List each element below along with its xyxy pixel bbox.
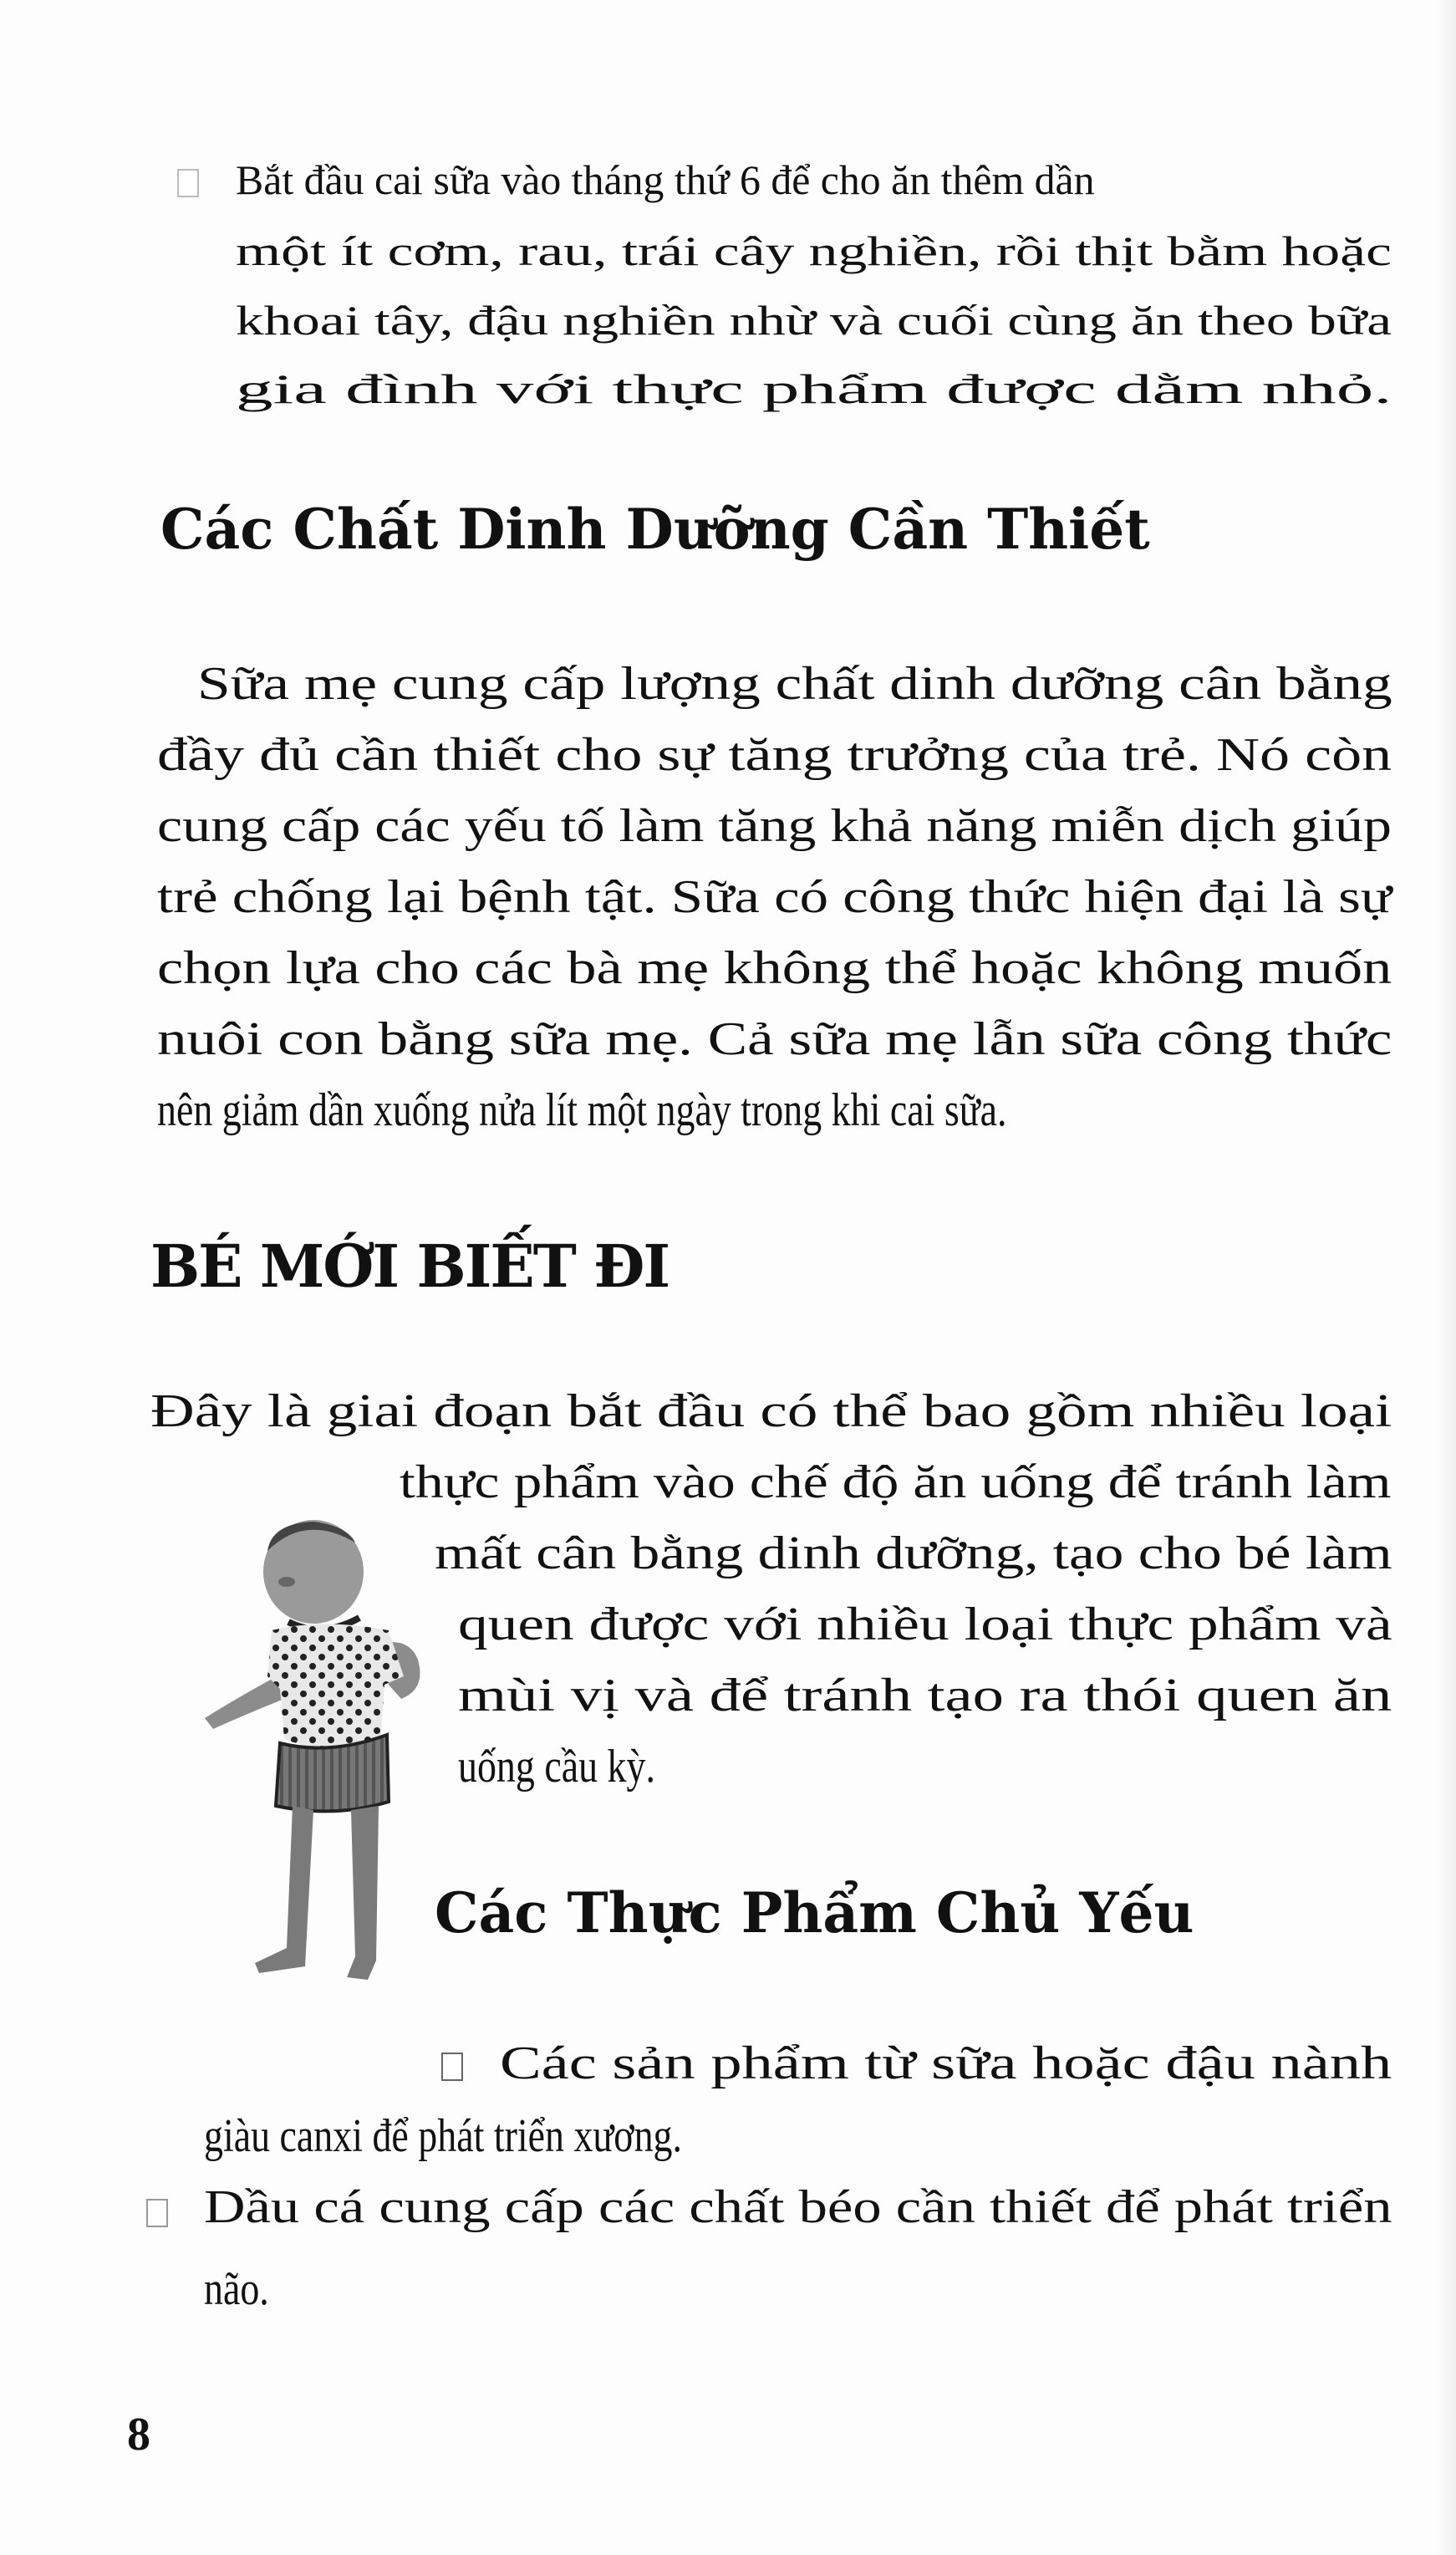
toddler-line-1: Đây là giai đoạn bắt đầu có thể bao gồm nhiều loại (150, 1385, 1392, 1437)
bullet-box-icon (177, 169, 199, 197)
nutrients-line-4: trẻ chống lại bệnh tật. Sữa có công thức hiện đại là sự (157, 871, 1392, 923)
nutrients-line-6: nuôi con bằng sữa mẹ. Cả sữa mẹ lẫn sữa công thức (157, 1013, 1392, 1065)
nutrients-line-2: đầy đủ cần thiết cho sự tăng trưởng của trẻ. Nó còn (157, 729, 1392, 781)
page-edge-shadow (1438, 0, 1456, 2555)
foods-bullet-2-line-2: não. (204, 2263, 269, 2315)
bullet-box-icon (146, 2199, 168, 2227)
toddler-line-2: thực phẩm vào chế độ ăn uống để tránh làm (400, 1456, 1392, 1508)
text-line (236, 297, 1392, 344)
foods-bullet-2-line-1: Dầu cá cung cấp các chất béo cần thiết để phát triển (204, 2181, 1392, 2233)
text-line (236, 365, 1392, 412)
nutrients-line-3: cung cấp các yếu tố làm tăng khả năng miễn dịch giúp (157, 800, 1392, 852)
bullet-box-icon (441, 2053, 463, 2081)
toddler-line-4: quen được với nhiều loại thực phẩm và (458, 1599, 1392, 1650)
nutrients-line-5: chọn lựa cho các bà mẹ không thể hoặc không muốn (157, 942, 1392, 994)
toddler-line-6: uống cầu kỳ. (458, 1741, 655, 1793)
toddler-line-3: mất cân bằng dinh dưỡng, tạo cho bé làm (435, 1527, 1392, 1579)
text-line (236, 156, 1391, 203)
intro-line-4: gia đình với thực phẩm được dằm nhỏ. (236, 365, 1392, 412)
intro-line-3: khoai tây, đậu nghiền nhừ và cuối cùng ăn theo bữa (236, 297, 1392, 344)
foods-bullet-1-line-2: giàu canxi để phát triển xương. (204, 2110, 682, 2162)
heading-foods: Các Thực Phẩm Chủ Yếu (435, 1880, 1194, 1946)
toddler-line-5: mùi vị và để tránh tạo ra thói quen ăn (458, 1670, 1392, 1721)
foods-bullet-1-line-1: Các sản phẩm từ sữa hoặc đậu nành (500, 2037, 1392, 2089)
heading-nutrients: Các Chất Dinh Dưỡng Cần Thiết (160, 497, 1150, 562)
intro-line-2: một ít cơm, rau, trái cây nghiền, rồi thịt bằm hoặc (236, 227, 1392, 274)
toddler-photo (188, 1505, 456, 2040)
nutrients-line-1: Sữa mẹ cung cấp lượng chất dinh dưỡng cân bằng (197, 658, 1392, 710)
intro-line-1: Bắt đầu cai sữa vào tháng thứ 6 để cho ăn thêm dần (236, 156, 1095, 203)
text-line (236, 227, 1392, 274)
nutrients-line-7: nên giảm dần xuống nửa lít một ngày trong khi cai sữa. (157, 1084, 1007, 1136)
page-number: 8 (127, 2409, 150, 2461)
heading-toddler: BÉ MỚI BIẾT ĐI (150, 1232, 669, 1301)
